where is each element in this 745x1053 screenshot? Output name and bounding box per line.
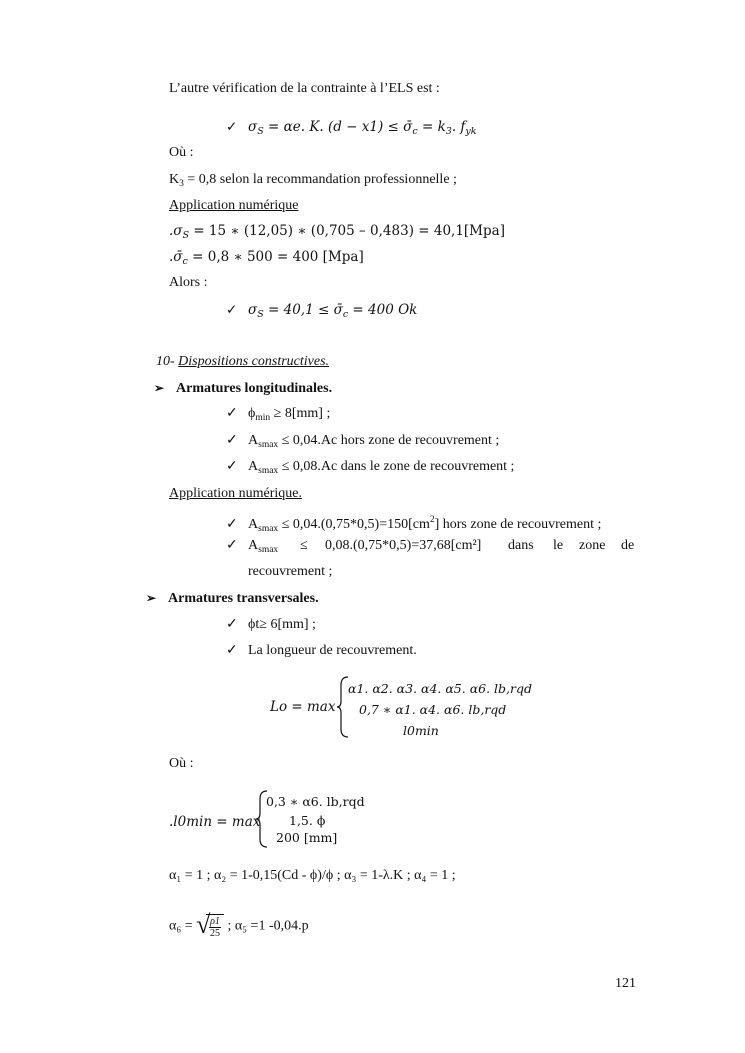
- alpha-coefficients: α₁ = 1 ; α₂ = 1-0,15(Cd - ϕ)/ϕ ; α₃ = 1-λ.K ; α₄ = 1 ;: [169, 868, 456, 883]
- list-item: [226, 511, 601, 538]
- list-item-continuation: recouvrement ;: [248, 564, 333, 579]
- item-text: ≤ 0,04.(0,75*0,5)=150[cm: [278, 517, 430, 532]
- radical-sign-icon: √: [196, 910, 211, 939]
- alpha5-definition: ; α₅ =1 -0,04.p: [223, 918, 309, 934]
- square-root: [196, 910, 224, 939]
- sigma-s-symbol: σ: [248, 302, 258, 318]
- k3-definition: [169, 171, 457, 193]
- section-number: 10-: [156, 354, 175, 369]
- transversal-title: Armatures transversales.: [168, 591, 319, 606]
- item-subscript: min: [255, 413, 271, 423]
- check-icon: ✓: [226, 459, 238, 474]
- transversal-heading: [146, 589, 319, 608]
- equation-middle: = 40,1 ≤: [263, 302, 334, 318]
- fraction-numerator: ρ1: [210, 916, 220, 927]
- check-icon: ✓: [226, 406, 238, 421]
- ou-label-1: Où :: [169, 145, 194, 160]
- num2-prefix: .σ̄: [169, 249, 183, 265]
- section-title: Dispositions constructives.: [178, 354, 330, 369]
- justified-word: ≤: [300, 538, 308, 553]
- f-subscript: yk: [465, 126, 477, 137]
- list-item: [226, 432, 499, 454]
- check-icon: ✓: [226, 302, 238, 318]
- equation-sigma-result: [226, 301, 417, 324]
- k3-subscript: 3: [179, 179, 184, 189]
- check-icon: ✓: [226, 617, 238, 632]
- justified-word: dans: [508, 538, 534, 553]
- item-superscript: 2: [429, 515, 435, 525]
- item-subscript: smax: [258, 545, 279, 555]
- numeric-sigma-s: [169, 222, 505, 245]
- check-icon: ✓: [226, 643, 238, 658]
- equation-sigma-check: [226, 118, 477, 141]
- sigma-s-symbol: σ: [248, 119, 258, 135]
- check-icon: ✓: [226, 538, 238, 553]
- equation-middle: = αe. K. (d − x1) ≤: [263, 119, 404, 135]
- list-item-justified: [226, 537, 638, 559]
- application-numerique-heading-2: Application numérique.: [169, 486, 302, 501]
- item-text: La longueur de recouvrement.: [248, 643, 417, 658]
- sigma-c-subscript: c: [412, 126, 418, 137]
- justified-word: 0,08.(0,75*0,5)=37,68[cm²]: [325, 538, 482, 553]
- list-item: [226, 642, 417, 660]
- sigma-s-subscript: S: [257, 126, 264, 137]
- item-text: ≥ 8[mm] ;: [270, 406, 331, 421]
- l0-row-1: 0,3 ∗ α6. lb,rqd: [266, 794, 365, 809]
- k-subscript: 3: [445, 126, 452, 137]
- alors-label: Alors :: [169, 275, 208, 290]
- alpha6-definition: [169, 910, 309, 939]
- fraction-denominator: 25: [210, 928, 221, 939]
- lo-row-3: l0min: [403, 723, 439, 738]
- sigma-c-bar-symbol: σ̄: [403, 119, 413, 135]
- section-10-heading: [156, 353, 329, 371]
- lo-row-2: 0,7 ∗ α1. α4. α6. lb,rqd: [359, 702, 507, 717]
- alpha6-label: α₆ =: [169, 918, 197, 934]
- equation-rhs: = k: [417, 119, 446, 135]
- check-icon: ✓: [226, 517, 238, 532]
- k3-text: = 0,8 selon la recommandation professionnelle ;: [183, 172, 457, 187]
- l0-row-2: 1,5. ϕ: [289, 813, 326, 828]
- item-text: ≤ 0,04.Ac hors zone de recouvrement ;: [278, 433, 500, 448]
- check-icon: ✓: [226, 119, 238, 135]
- sigma-c-bar-symbol: σ̄: [333, 302, 343, 318]
- item-subscript: smax: [258, 524, 279, 534]
- item-symbol: A: [248, 459, 259, 474]
- arrow-bullet-icon: ➢: [154, 381, 165, 395]
- item-symbol: A: [248, 538, 259, 553]
- list-item: [226, 405, 330, 427]
- list-item: [226, 616, 316, 634]
- num2-expression: = 0,8 ∗ 500 = 400 [Mpa]: [187, 249, 364, 265]
- check-icon: ✓: [226, 433, 238, 448]
- lo-max-label: Lo = max: [270, 699, 336, 715]
- item-symbol: ϕ: [248, 406, 256, 421]
- item-text: ≤ 0,08.Ac dans le zone de recouvrement ;: [278, 459, 515, 474]
- page-number: 121: [615, 976, 636, 991]
- equation-result: = 400 Ok: [348, 302, 418, 318]
- lo-row-1: α1. α2. α3. α4. α5. α6. lb,rqd: [348, 681, 532, 696]
- application-numerique-heading-1: Application numérique: [169, 198, 299, 213]
- l0-row-3: 200 [mm]: [276, 830, 338, 845]
- longitudinal-title: Armatures longitudinales.: [176, 381, 333, 396]
- justified-word: zone: [579, 538, 606, 553]
- longitudinal-heading: [154, 379, 332, 398]
- equation-rhs-f: . f: [451, 119, 466, 135]
- arrow-bullet-icon: ➢: [146, 591, 157, 605]
- item-text-end: ] hors zone de recouvrement ;: [434, 517, 602, 532]
- item-subscript: smax: [258, 466, 279, 476]
- num1-expression: = 15 ∗ (12,05) ∗ (0,705 – 0,483) = 40,1[Mpa]: [189, 223, 505, 239]
- list-item: [226, 458, 514, 480]
- justified-word: le: [553, 538, 564, 553]
- l0min-max-label: .l0min = max: [169, 814, 261, 830]
- item-symbol: A: [248, 517, 259, 532]
- k3-letter: K: [169, 172, 180, 187]
- numeric-sigma-c: [169, 248, 364, 271]
- justified-word: de: [621, 538, 635, 553]
- item-text: ϕt≥ 6[mm] ;: [248, 617, 316, 632]
- num1-prefix: .σ: [169, 223, 183, 239]
- ou-label-2: Où :: [169, 756, 194, 771]
- item-subscript: smax: [258, 440, 279, 450]
- sigma-s-subscript: S: [257, 309, 264, 320]
- intro-text: L’autre vérification de la contrainte à l’ELS est :: [169, 81, 440, 96]
- num2-subscript: c: [182, 256, 188, 267]
- item-symbol: A: [248, 433, 259, 448]
- sigma-c-subscript: c: [342, 309, 349, 320]
- num1-subscript: S: [182, 230, 190, 241]
